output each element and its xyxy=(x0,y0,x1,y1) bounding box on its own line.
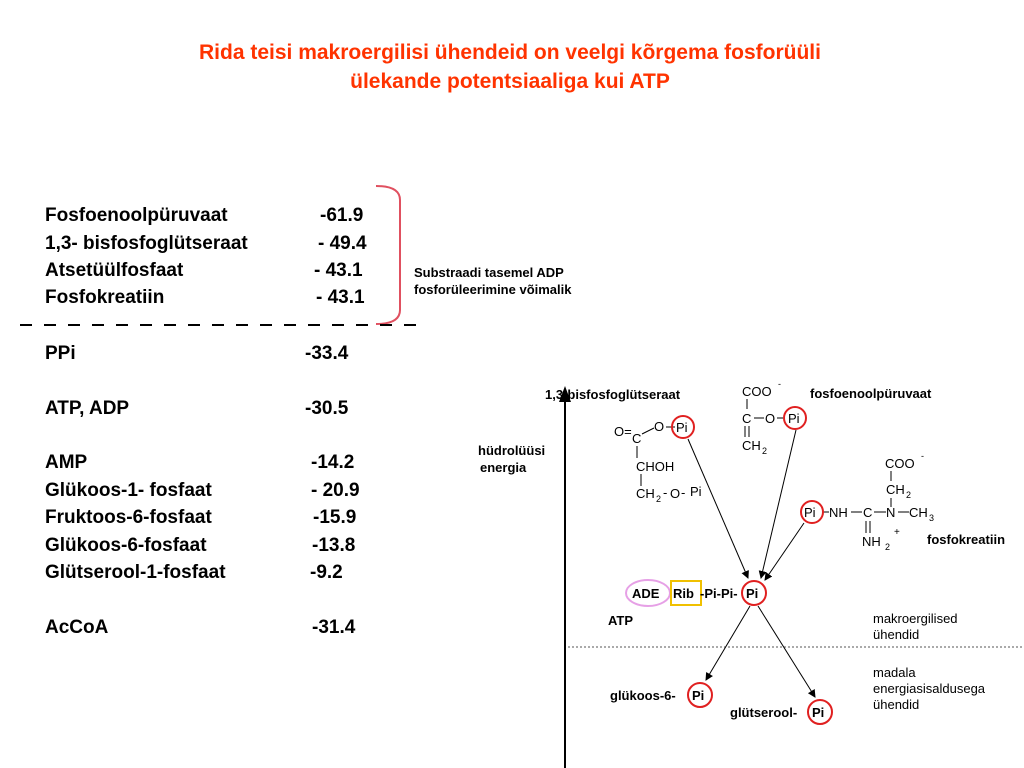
high-energy-line-2: ühendid xyxy=(873,627,920,642)
arrow-atp-to-g6p xyxy=(706,606,750,680)
pep-minus: - xyxy=(778,379,781,389)
axis-label-line-1: hüdrolüüsi xyxy=(478,443,546,458)
bracket-note-line-2: fosforüleerimine võimalik xyxy=(414,282,572,297)
compound-name: Glükoos-6-fosfaat xyxy=(45,535,207,556)
pep-coo: COO xyxy=(742,384,772,399)
cr-ch3: CH xyxy=(909,505,928,520)
cr-c: C xyxy=(863,505,873,520)
bpg-o: O xyxy=(654,419,665,434)
compound-value: -61.9 xyxy=(320,205,364,226)
atp-rib: Rib xyxy=(673,586,694,601)
cr-ch2: CH xyxy=(886,482,905,497)
cr-sub2b: 2 xyxy=(885,542,891,552)
compound-value: -15.9 xyxy=(313,507,357,528)
cr-nh2: NH xyxy=(862,534,881,549)
axis-label xyxy=(478,442,545,476)
high-energy-label xyxy=(873,611,958,643)
bpg-choh: CHOH xyxy=(636,459,675,474)
pep-sub2: 2 xyxy=(762,446,768,456)
compound-name: AMP xyxy=(45,452,88,473)
bpg-dash2: - xyxy=(681,485,686,500)
cr-sub2: 2 xyxy=(906,490,912,500)
pep-label: fosfoenoolpüruvaat xyxy=(810,386,932,401)
compound-value: - 49.4 xyxy=(318,233,367,254)
compound-name: Glütserool-1-fosfaat xyxy=(45,562,226,583)
compound-name: AcCoA xyxy=(45,617,109,638)
cr-plus: + xyxy=(894,527,900,538)
compound-name: Fosfokreatiin xyxy=(45,287,165,308)
cr-pi: Pi xyxy=(804,505,816,520)
compound-name: Glükoos-1- fosfaat xyxy=(45,480,212,501)
arrow-bpg-to-atp xyxy=(688,439,748,578)
compound-value: - 43.1 xyxy=(314,260,363,281)
g6p-pi: Pi xyxy=(692,688,705,703)
cr-sub3: 3 xyxy=(929,513,935,523)
arrow-cr-to-atp xyxy=(765,523,804,580)
pep-o: O xyxy=(765,411,776,426)
bpg-label: 1,3-bisfosfoglütseraat xyxy=(545,387,681,402)
bpg-ch2: CH xyxy=(636,486,655,501)
pep-pi: Pi xyxy=(788,411,800,426)
compound-name: Atsetüülfosfaat xyxy=(45,260,184,281)
bpg-o2: O xyxy=(670,486,681,501)
atp-pi-pi: -Pi-Pi- xyxy=(700,586,738,601)
compound-value: -13.8 xyxy=(312,535,356,556)
high-energy-line-1: makroergilised xyxy=(873,611,958,626)
cr-nh: NH xyxy=(829,505,848,520)
gly-text: glütserool- xyxy=(730,705,798,720)
atp-ade: ADE xyxy=(632,586,660,601)
bisphosphoglycerate-structure xyxy=(614,419,702,504)
compound-name: ATP, ADP xyxy=(45,398,130,419)
compound-value: -14.2 xyxy=(311,452,355,473)
cr-minus: - xyxy=(921,451,924,461)
atp-pi: Pi xyxy=(746,586,759,601)
bpg-sub2: 2 xyxy=(656,494,662,504)
compound-value: -33.4 xyxy=(305,343,349,364)
title-line-1: Rida teisi makroergilisi ühendeid on veelgi kõrgema fosforüüli xyxy=(199,41,821,64)
compound-name: 1,3- bisfosfoglütseraat xyxy=(45,233,248,254)
creatine-structure xyxy=(822,451,934,552)
title-line-2: ülekande potentsiaaliga kui ATP xyxy=(350,70,670,93)
red-bracket xyxy=(376,186,400,324)
low-energy-label xyxy=(873,665,985,713)
bracket-note-line-1: Substraadi tasemel ADP xyxy=(414,265,564,280)
bpg-pi: Pi xyxy=(676,420,688,435)
compound-name: Fosfoenoolpüruvaat xyxy=(45,205,228,226)
low-energy-line-3: ühendid xyxy=(873,697,920,712)
gly-pi: Pi xyxy=(812,705,825,720)
compound-name: PPi xyxy=(45,343,76,364)
creatine-label: fosfokreatiin xyxy=(927,532,1006,547)
compound-value: -31.4 xyxy=(312,617,356,638)
low-energy-line-2: energiasisaldusega xyxy=(873,681,986,696)
bpg-pi2: Pi xyxy=(690,484,702,499)
cr-n: N xyxy=(886,505,896,520)
bpg-c: C xyxy=(632,431,642,446)
compound-value: - 43.1 xyxy=(316,287,365,308)
low-energy-line-1: madala xyxy=(873,665,916,680)
compound-value: -9.2 xyxy=(310,562,343,583)
g6p-text: glükoos-6- xyxy=(610,688,676,703)
axis-label-line-2: energia xyxy=(480,460,527,475)
compound-value: - 20.9 xyxy=(311,480,360,501)
cr-coo: COO xyxy=(885,456,915,471)
pep-structure xyxy=(742,379,783,456)
pep-c: C xyxy=(742,411,752,426)
atp-label: ATP xyxy=(608,613,634,628)
bpg-o-eq: O= xyxy=(614,424,632,439)
bpg-dash: - xyxy=(663,485,668,500)
compound-value: -30.5 xyxy=(305,398,349,419)
arrow-atp-to-gly xyxy=(758,606,815,697)
pep-ch2: CH xyxy=(742,438,761,453)
compound-name: Fruktoos-6-fosfaat xyxy=(45,507,212,528)
